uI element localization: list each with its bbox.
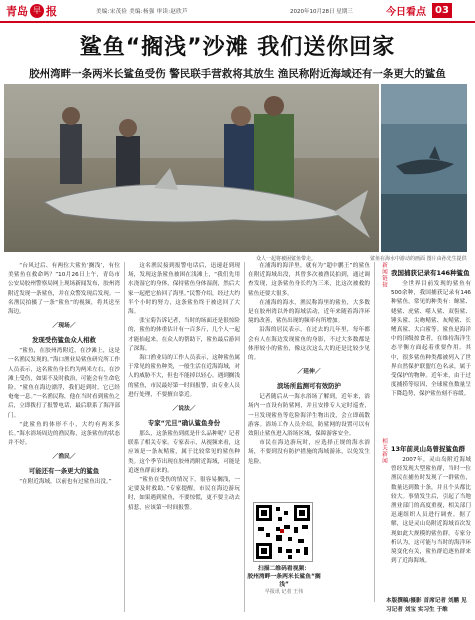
photo-caption-left: 众人一起将被困鲨鱼带走。 xyxy=(256,256,317,262)
qr-caption: 扫描二维码看视频： 胶州湾畔一条两米长鲨鱼“搁浅” xyxy=(247,566,321,588)
sidebar-heading-1: 我国捕获记录有146种鲨鱼 xyxy=(391,269,470,277)
editor-credits: 美编:宋茂俭 美编:杨强 审读:赵欣芦 xyxy=(96,9,188,15)
section-heading: 专家“元旦”确认鲨鱼身份 xyxy=(147,419,221,428)
paragraph: 在浦海的海水，渔民称海里的鲨鱼，大多数是在胶州湾以外的海域活动，近年来随着海洋环境的改善，鲨鱼出现的频率有所增加。 xyxy=(248,299,370,325)
newspaper-logo xyxy=(6,3,57,19)
section-marker: ／延伸／ xyxy=(297,369,321,376)
column-divider xyxy=(374,262,375,602)
qr-code-icon xyxy=(254,503,312,561)
column-divider xyxy=(244,262,245,612)
logo-text-right: 报 xyxy=(46,5,57,18)
paragraph: 记者随后从一海水浴场了解到，近年来，浴场内一直设有防鲨网，并且安排专人定时巡查，一旦发现鲨鱼等危险海洋生物出没，会立即疏散游客。浴场工作人员介绍，防鲨网的设置可以有效阻止鲨鱼进入浴场区域，保障游客安全。 xyxy=(248,394,370,438)
article-column-2 xyxy=(128,262,240,612)
section-label: 今日看点 xyxy=(386,7,426,18)
paragraph: 在浦海的海洋里，就有为“超中鹏王”的鲨鱼在附近海域出没，其曾多次被渔民拍到，通过调查发现，这条鲨鱼身长约为三米，比这次被救的鲨鱼还要大很多。 xyxy=(248,263,370,297)
paragraph: “鲨鱼，在胶州湾附近，在沙滩上，这是一名渔民发现的。”海口渔业局鲨鱼研究所工作人员表示，这名鲨鱼身长约为两米左右，在沙滩上受伤，如果不及时救治，可能会有生命危险。“鲨鱼在海边漂浮，我们赶到时，它已经奄奄一息。”一名渔民称，他在当时看到鲨鱼之后，立即拨打了报警电话，最后联系了海洋部门。 xyxy=(8,348,120,419)
issue-date: 2020年10月28日 星期三 xyxy=(290,9,353,15)
paragraph: 张宝菊告诉记者，当时的场面还是很惊险的，鲨鱼的体重估计有一百多斤，几个人一起才能抬起来。在众人的帮助下，鲨鱼最后游回了深海。 xyxy=(128,318,240,352)
sidebar-article-2 xyxy=(391,456,471,594)
paragraph: “鲨鱼在受伤的情况下，很容易搁浅，一定要及时救助。”专家提醒，市民在海边游玩时，如果遇到鲨鱼，不要惊慌，更不要主动去招惹，应该第一时间报警。 xyxy=(128,477,240,511)
paragraph: 海口渔业局的工作人员表示，这种鲨鱼属于常见的鲨鱼种类，一般生活在近海海域，对人的威胁不大，但也不能掉以轻心。遇到搁浅的鲨鱼，市民最好第一时间报警，由专业人员进行处理，不要擅自靠近。 xyxy=(128,355,240,398)
section-heading: 滨场所监测可有效防护 xyxy=(277,382,341,391)
section-tag xyxy=(386,2,452,19)
section-marker: ／现场／ xyxy=(52,323,76,330)
article-column-3 xyxy=(248,262,370,500)
qr-code[interactable] xyxy=(253,502,313,562)
masthead xyxy=(0,0,475,22)
sidebar-tag-related: 相关新闻 xyxy=(381,438,387,464)
logo-badge: 早 xyxy=(30,4,44,18)
section-marker: ／渔民／ xyxy=(52,454,76,461)
section-heading: 发现受伤鲨鱼众人相救 xyxy=(32,336,96,345)
headline: 鲨鱼“搁浅”沙滩 我们送你回家 xyxy=(79,35,396,60)
sidebar-article-1 xyxy=(391,280,471,432)
masthead-rule xyxy=(0,21,475,23)
paragraph: “此鲨鱼的体形不小，大约有两米多长。”海水浴场周边的渔民称，这条鲨鱼的状态并不好。 xyxy=(8,421,120,447)
sidebar-heading-2: 13年前灵山岛曾捉鲨鱼群 xyxy=(391,445,466,453)
logo-text-left: 青岛 xyxy=(6,5,28,18)
article-column-1 xyxy=(8,262,120,612)
lead-photo xyxy=(4,84,467,252)
paragraph: 2007年，灵山岛附近海域曾经发现大型鲨鱼群，当时一位渔民在捕鱼时发现了一群鲨鱼，数量达到数十条，并且个头都比较大。事情发生后，引起了当地渔业部门的高度重视，相关部门迅速组织人员进行调查。据了解，这是灵山岛附近海域首次发现如此大规模的鲨鱼群。专家分析认为，这可能与当时的海洋环境变化有关，鲨鱼群追逐鱼群来到了近海海域。 xyxy=(391,457,471,565)
staff-credits: 本版撰稿/摄影 首席记者 刘鹏 见习记者 刘宝 实习生 于维 xyxy=(386,598,467,613)
page-number: 03 xyxy=(432,3,452,18)
paragraph: 这名渔民接到报警电话后，迅速赶到现场，发现这条鲨鱼被困在浅滩上，“我们先用水浇湿它的身体，保持鲨鱼身体湿润，然后大家一起把它抬回了海里。”民警介绍，经过大约半个小时的努力，这条鲨鱼终于被送回了大海。 xyxy=(128,263,240,316)
sidebar-tag-news-link: 新闻链接 xyxy=(381,262,387,288)
byline: 早报讯 记者 王伟 xyxy=(264,589,304,595)
column-divider xyxy=(124,262,125,612)
paragraph: “在附近海域，以前也有过鲨鱼出没。” xyxy=(19,479,112,486)
photo-illustration xyxy=(4,84,467,252)
paragraph: 那么，这条鲨鱼到底是什么品种呢？记者联系了相关专家。专家表示，从视频来看，这应该是一条灰鲭鲨，属于比较常见的鲨鱼种类。这个季节出现在胶州湾附近海域，可能是追逐鱼群而来的。 xyxy=(128,431,240,474)
section-marker: ／说法／ xyxy=(172,406,196,413)
paragraph: 全世界目前发现的鲨鱼有500余种，我国捕获记录有146种鲨鱼，常见的种类有：鲸鲨、姥鲨、虎鲨、噬人鲨、双髻鲨、锤头鲨、尖吻鲭鲨、灰鲭鲨、长鳍真鲨、大白鲨等。鲨鱼是海洋中的顶级掠食者，在维持海洋生态平衡方面起着重要作用。其中，很多鲨鱼种类都被列入了世界自然保护联盟红色名录，属于受保护的物种。近年来，由于过度捕捞等原因，全球鲨鱼数量呈下降趋势，保护鲨鱼刻不容缓。 xyxy=(391,281,471,398)
lead-paragraph: “台风过后、有两位大鲨鱼‘搁浅’，有位美鲨鱼在救命吗？”10月26日上午，青岛市公安局胶州警察局网上现场新闻发布，胶州湾附近发现一条鲨鱼，并在众警发现后发现。一名渔民拍摄了一条“鲨鱼”的视频，将其送至海边。 xyxy=(8,263,120,316)
photo-caption-right: 鲨鱼在海水中游动的画面 图片由孙先生提供 xyxy=(370,256,467,262)
subheadline: 胶州湾畔一条两米长鲨鱼受伤 警民联手营救将其放生 渔民称附近海域还有一条更大的鲨鱼 xyxy=(29,68,446,80)
paragraph: 市民在海边游玩时，应选择正规的海水浴场，不要到没有防护措施的海域游泳，以免发生危险。 xyxy=(248,440,370,465)
section-heading: 可能还有一条更大的鲨鱼 xyxy=(28,467,100,476)
paragraph: 沿海的居民表示，在过去的几年里，每年都会有人在海边发现鲨鱼的身影，不过大多数都是体形较小的鲨鱼，像这次这么大的还是比较少见的。 xyxy=(248,327,370,362)
